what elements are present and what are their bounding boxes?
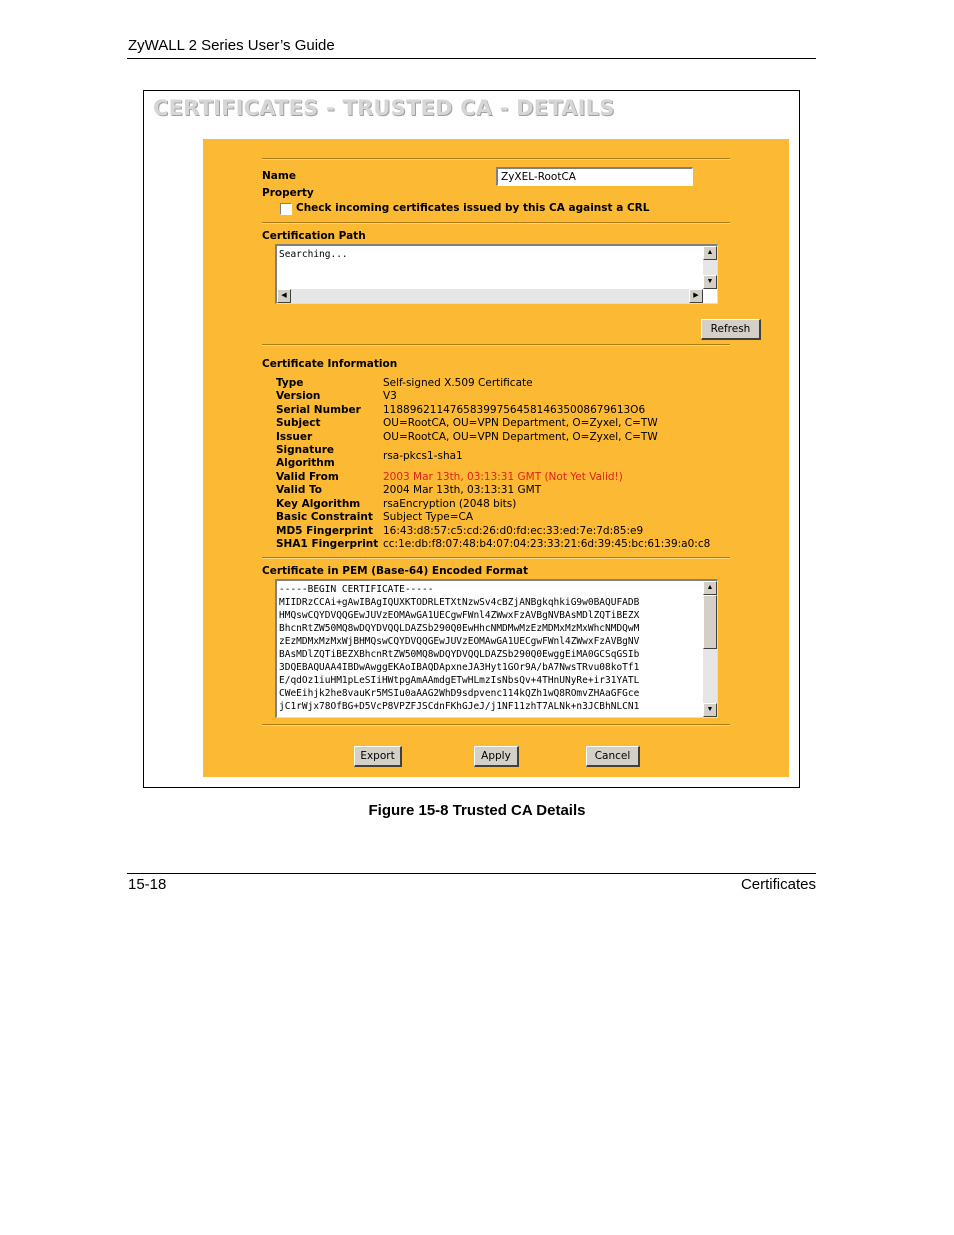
key-algorithm-value: rsaEncryption (2048 bits) — [383, 498, 517, 510]
footer-rule — [127, 873, 816, 874]
md5-fingerprint-value: 16:43:d8:57:c5:cd:26:d0:fd:ec:33:ed:7e:7d:85:e9 — [383, 525, 644, 537]
issuer-value: OU=RootCA, OU=VPN Department, O=Zyxel, C=TW — [383, 431, 658, 443]
sha1-fingerprint-label: SHA1 Fingerprint — [276, 538, 379, 550]
scroll-down-icon[interactable]: ▼ — [703, 275, 717, 289]
valid-to-label: Valid To — [276, 484, 322, 496]
issuer-label: Issuer — [276, 431, 313, 443]
scroll-thumb[interactable] — [703, 595, 717, 649]
property-label: Property — [262, 187, 314, 199]
pem-text — [279, 583, 639, 713]
scroll-right-icon[interactable]: ▶ — [689, 289, 703, 303]
pem-line: -----BEGIN CERTIFICATE----- — [279, 584, 434, 595]
key-algorithm-label: Key Algorithm — [276, 498, 361, 510]
scroll-down-icon[interactable]: ▼ — [703, 703, 717, 717]
crl-checkbox[interactable] — [280, 203, 292, 215]
pem-line: BhcnRtZW50MQ8wDQYDVQQLDAZSb290Q0EwHhcNMDMwMzEzMDMxMzMxWhcNMDQwM — [279, 623, 640, 634]
page-title: CERTIFICATES - TRUSTED CA - DETAILS — [153, 96, 615, 120]
apply-button[interactable]: Apply — [474, 746, 519, 767]
valid-from-label: Valid From — [276, 471, 339, 483]
valid-from-value: 2003 Mar 13th, 03:13:31 GMT (Not Yet Valid!) — [383, 471, 623, 483]
pem-line: MIIDRzCCAi+gAwIBAgIQUXKTODRLETXtNzwSv4cBZjANBgkqhkiG9w0BAQUFADB — [279, 597, 640, 608]
signature-algorithm-value: rsa-pkcs1-sha1 — [383, 450, 463, 462]
subject-label: Subject — [276, 417, 321, 429]
pem-line: 3DQEBAQUAA4IBDwAwggEKAoIBAQDApxneJA3Hyt1GOr9A/bA7NwsTRvu08koTf1 — [279, 662, 640, 673]
cert-path-text: Searching... — [279, 249, 348, 260]
scroll-up-icon[interactable]: ▲ — [703, 246, 717, 260]
pem-line: E/qdOz1iuHM1pLeSIiHWtpgAmAAmdgETwHLmzIsNbsQv+4THnUNyRe+ir31YATL — [279, 675, 640, 686]
divider — [262, 158, 730, 160]
name-label: Name — [262, 170, 296, 182]
divider — [262, 724, 730, 726]
version-value: V3 — [383, 390, 397, 402]
valid-to-value: 2004 Mar 13th, 03:13:31 GMT — [383, 484, 542, 496]
pem-textarea[interactable] — [275, 579, 718, 718]
serial-label: Serial Number — [276, 404, 361, 416]
pem-line: zEzMDMxMzMxWjBHMQswCQYDVQQGEwJUVzEOMAwGA1UECgwFWnl4ZWwxFzAVBgNV — [279, 636, 640, 647]
sha1-fingerprint-value: cc:1e:db:f8:07:48:b4:07:04:23:33:21:6d:39:45:bc:61:39:a0:c8 — [383, 538, 711, 550]
type-label: Type — [276, 377, 304, 389]
signature-label: Signature — [276, 444, 335, 456]
pem-line: jC1rWjx78OfBG+D5VcP8VPZFJSCdnFKhGJeJ/j1NF11zhT7ALNk+n3JCBhNLCN1 — [279, 701, 640, 712]
pem-label: Certificate in PEM (Base-64) Encoded Format — [262, 565, 528, 577]
cert-path-label: Certification Path — [262, 230, 366, 242]
scroll-left-icon[interactable]: ◀ — [277, 289, 291, 303]
algorithm-label: Algorithm — [276, 457, 335, 469]
basic-constraint-value: Subject Type=CA — [383, 511, 474, 523]
horizontal-scrollbar[interactable] — [277, 289, 703, 303]
subject-value: OU=RootCA, OU=VPN Department, O=Zyxel, C=TW — [383, 417, 658, 429]
refresh-button[interactable]: Refresh — [701, 319, 761, 340]
pem-line: BAsMDlZQTiBEZXBhcnRtZW50MQ8wDQYDVQQLDAZSb290Q0EwggEiMA0GCSqGSIb — [279, 649, 640, 660]
doc-running-header: ZyWALL 2 Series User’s Guide — [128, 37, 335, 54]
page-number: 15-18 — [128, 876, 167, 893]
cert-path-textarea[interactable] — [275, 244, 718, 304]
pem-line: HMQswCQYDVQQGEwJUVzEOMAwGA1UECgwFWnl4ZWwxFzAVBgNVBAsMDlZQTiBEZX — [279, 610, 640, 621]
cert-info-label: Certificate Information — [262, 358, 398, 370]
header-rule — [127, 58, 816, 59]
divider — [262, 344, 730, 346]
divider — [262, 222, 730, 224]
screenshot-frame — [143, 90, 800, 788]
export-button[interactable]: Export — [354, 746, 402, 767]
details-panel — [203, 139, 789, 777]
name-field[interactable]: ZyXEL-RootCA — [496, 167, 693, 186]
pem-line: CWeEihjk2he8vauKr5MSIu0aAAG2WhD9sdpvenc114kQZh1wQ8ROmvZHAaGFGce — [279, 688, 640, 699]
cancel-button[interactable]: Cancel — [586, 746, 640, 767]
vertical-scrollbar[interactable] — [703, 246, 717, 289]
figure-caption: Figure 15-8 Trusted CA Details — [368, 802, 586, 819]
vertical-scrollbar[interactable] — [703, 581, 717, 717]
type-value: Self-signed X.509 Certificate — [383, 377, 533, 389]
basic-constraint-label: Basic Constraint — [276, 511, 373, 523]
md5-fingerprint-label: MD5 Fingerprint — [276, 525, 373, 537]
crl-check-label: Check incoming certificates issued by this CA against a CRL — [296, 202, 650, 214]
divider — [262, 557, 730, 559]
version-label: Version — [276, 390, 321, 402]
scroll-up-icon[interactable]: ▲ — [703, 581, 717, 595]
section-name: Certificates — [740, 876, 816, 893]
serial-value: 1188962114765839975645814635008679613O6 — [383, 404, 646, 416]
